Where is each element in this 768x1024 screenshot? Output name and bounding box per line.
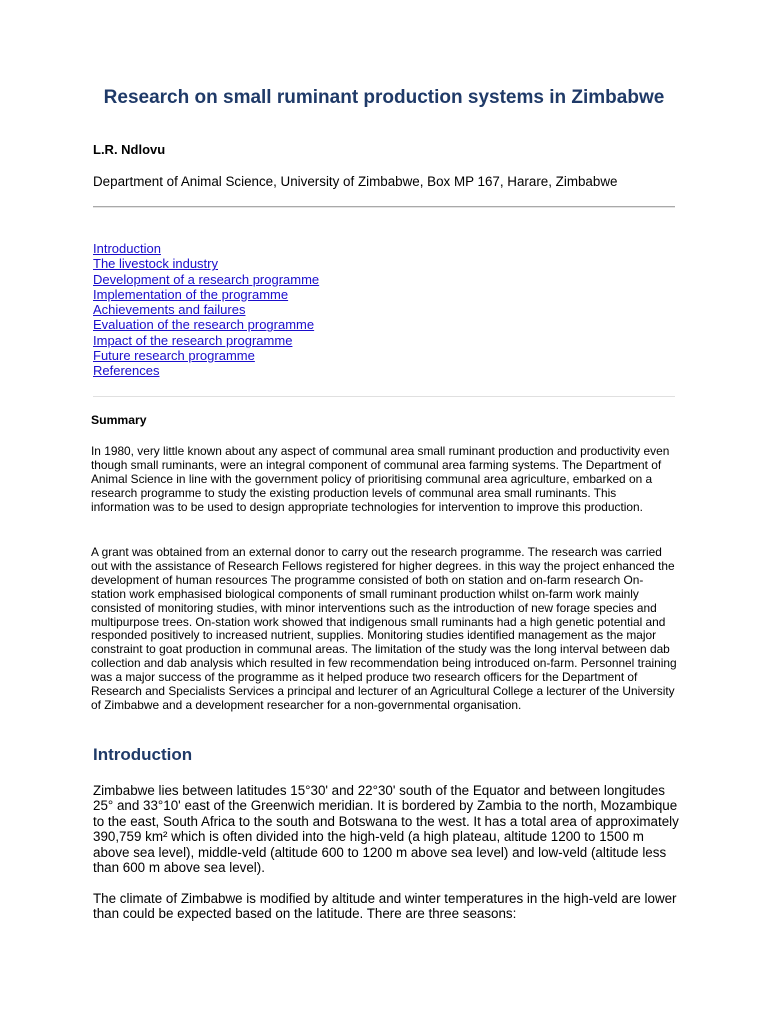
toc-link-achievements[interactable]: Achievements and failures — [93, 302, 246, 318]
toc-link-livestock-industry[interactable]: The livestock industry — [93, 256, 218, 272]
toc-item — [93, 348, 319, 363]
author-affiliation: Department of Animal Science, University of Zimbabwe, Box MP 167, Harare, Zimbabwe — [93, 174, 618, 189]
toc-item — [93, 287, 319, 302]
toc-item — [93, 241, 319, 256]
toc-link-references[interactable]: References — [93, 363, 160, 379]
toc-item — [93, 256, 319, 271]
toc-link-development[interactable]: Development of a research programme — [93, 271, 320, 287]
author-name: L.R. Ndlovu — [93, 142, 166, 157]
introduction-paragraph-1: Zimbabwe lies between latitudes 15°30' and 22°30' south of the Equator and between longitudes 25° and 33°10' east of the Greenwich meridian. It is bordered by Zambia to the north, Mozambique to the east, South Africa to the south and Botswana to the west. It has a total area of approximately 390,759 km² which is often divided into the high-veld (a high plateau, altitude 1200 to 1500 m above sea level), middle-veld (altitude 600 to 1200 m above sea level) and low-veld (altitude less than 600 m above sea level). — [93, 783, 679, 876]
summary-heading: Summary — [91, 413, 147, 427]
toc-link-evaluation[interactable]: Evaluation of the research programme — [93, 317, 315, 333]
toc-divider — [93, 396, 675, 397]
toc-item — [93, 317, 319, 332]
page-title: Research on small ruminant production systems in Zimbabwe — [103, 87, 665, 108]
toc-item — [93, 302, 319, 317]
toc-item — [93, 333, 319, 348]
summary-paragraph-2: A grant was obtained from an external donor to carry out the research programme. The research was carried out with the assistance of Research Fellows registered for higher degrees. in this way the project enhanced the development of human resources The programme consisted of both on station and on-farm research On-station work emphasised biological components of small ruminant production whilst on-farm work mainly consisted of monitoring studies, with minor interventions such as the introduction of new forage species and multipurpose trees. On-station work showed that indigenous small ruminants had a high genetic potential and responded positively to increased nutrient, supplies. Monitoring studies identified management as the major constraint to goat production in communal areas. The limitation of the study was the long interval between dab collection and dab analysis which resulted in few recommendation being introduced on-farm. Personnel training was a major success of the programme as it helped produce two research officers for the Department of Research and Specialists Services a principal and lecturer of an Agricultural College a lecturer of the University of Zimbabwe and a development researcher for a non-governmental organisation. — [91, 545, 677, 712]
toc-link-introduction[interactable]: Introduction — [93, 241, 161, 256]
introduction-paragraph-2: The climate of Zimbabwe is modified by altitude and winter temperatures in the high-veld are lower than could be expected based on the latitude. There are three seasons: — [93, 891, 677, 922]
toc-link-impact[interactable]: Impact of the research programme — [93, 332, 293, 348]
header-divider — [93, 206, 675, 208]
toc-link-implementation[interactable]: Implementation of the programme — [93, 286, 289, 302]
introduction-heading: Introduction — [93, 745, 193, 764]
toc-item — [93, 272, 319, 287]
table-of-contents — [93, 241, 319, 379]
summary-paragraph-1: In 1980, very little known about any aspect of communal area small ruminant production and productivity even though small ruminants, were an integral component of communal area farming systems. The Department of Animal Science in line with the government policy of prioritising communal area agriculture, embarked on a research programme to study the existing production levels of communal area small ruminants. This information was to be used to design appropriate technologies for intervention to improve this production. — [91, 444, 670, 514]
toc-item — [93, 363, 319, 378]
toc-link-future[interactable]: Future research programme — [93, 348, 255, 364]
